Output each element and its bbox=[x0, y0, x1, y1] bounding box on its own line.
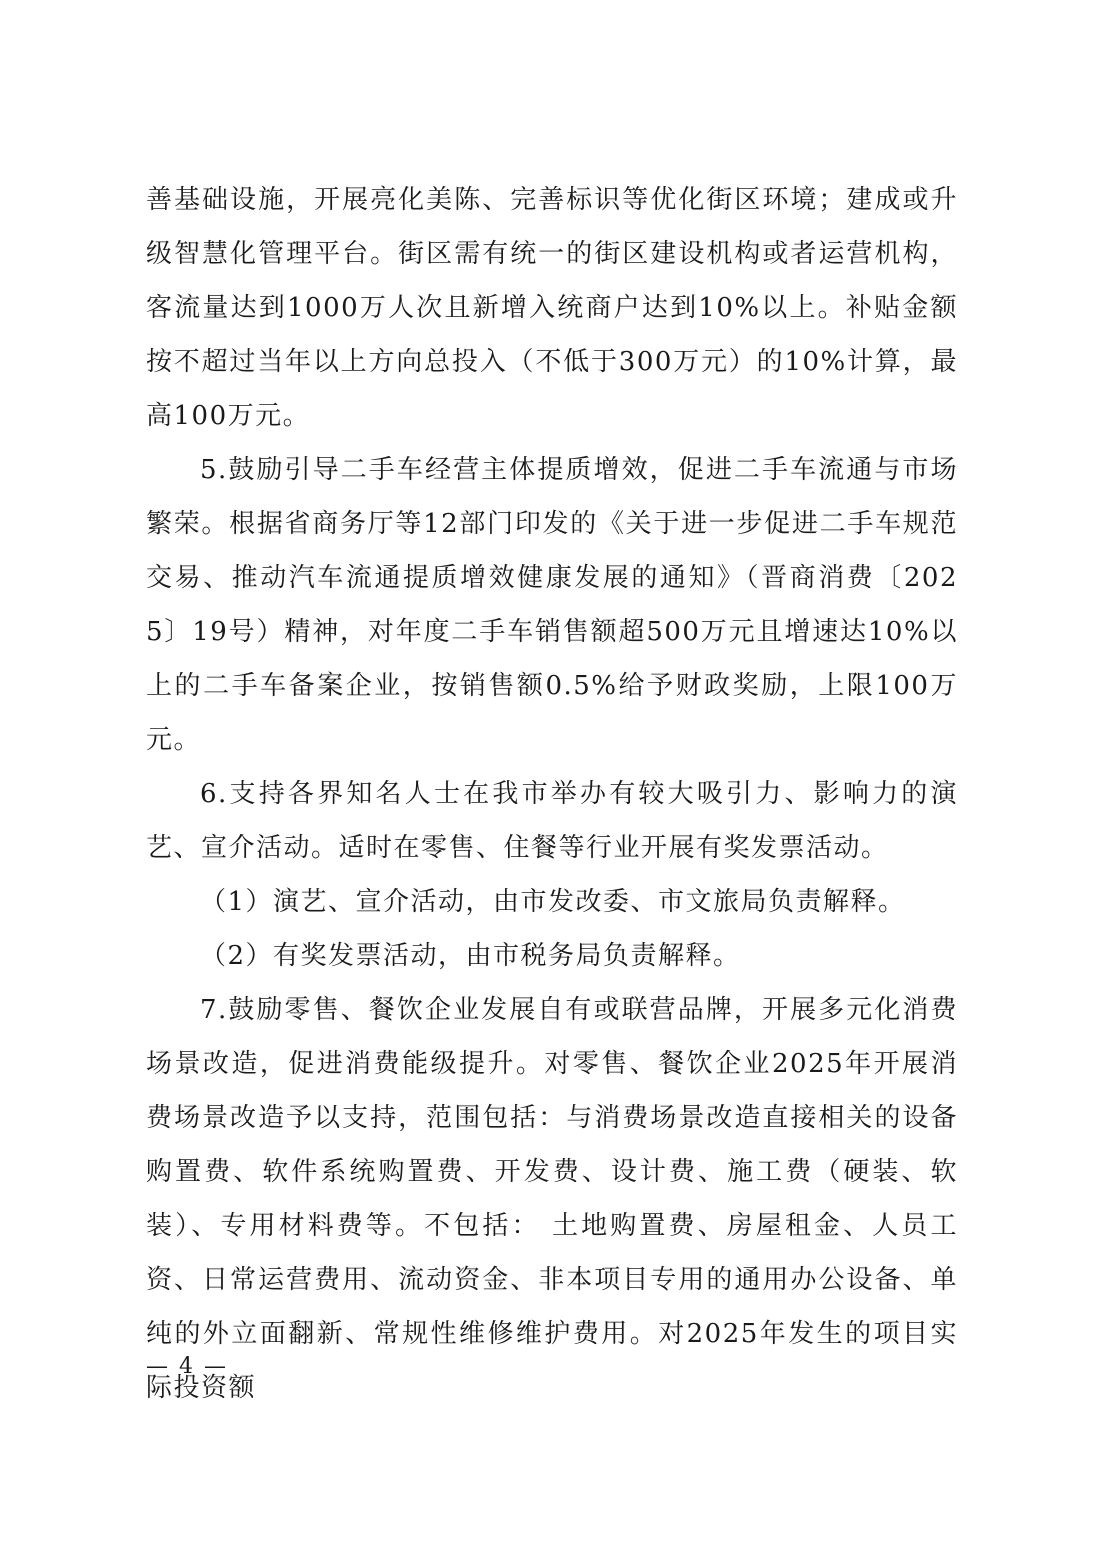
paragraph-item-6-sub-1: （1）演艺、宣介活动，由市发改委、市文旅局负责解释。 bbox=[200, 887, 906, 917]
body-text bbox=[146, 173, 958, 1415]
paragraph-item-6-sub-2: （2）有奖发票活动，由市税务局负责解释。 bbox=[200, 941, 741, 971]
paragraph-item-7-retail-catering: 7.鼓励零售、餐饮企业发展自有或联营品牌，开展多元化消费场景改造，促进消费能级提升。对零售、餐饮企业2025年开展消费场景改造予以支持，范围包括：与消费场景改造直接相关的设备购置费、软件系统购置费、开发费、设计费、施工费（硬装、软装）、专用材料费等。不包括： 土地购置费、房屋租金、人员工资、日常运营费用、流动资金、非本项目专用的通用办公设备、单纯的外立面翻新、常规性维修维护费用。对2025年发生的项目实际投资额 bbox=[146, 995, 958, 1403]
paragraph-item-5-used-cars: 5.鼓励引导二手车经营主体提质增效，促进二手车流通与市场繁荣。根据省商务厅等12部门印发的《关于进一步促进二手车规范交易、推动汽车流通提质增效健康发展的通知》（晋商消费〔2025〕19号）精神，对年度二手车销售额超500万元且增速达10%以上的二手车备案企业，按销售额0.5%给予财政奖励，上限100万元。 bbox=[146, 455, 958, 755]
paragraph-item-6-performances: 6.支持各界知名人士在我市举办有较大吸引力、影响力的演艺、宣介活动。适时在零售、住餐等行业开展有奖发票活动。 bbox=[146, 779, 958, 863]
page-number: — 4 — bbox=[146, 1354, 228, 1379]
paragraph-street-district-continuation: 善基础设施，开展亮化美陈、完善标识等优化街区环境；建成或升级智慧化管理平台。街区需有统一的街区建设机构或者运营机构，客流量达到1000万人次且新增入统商户达到10%以上。补贴金额按不超过当年以上方向总投入（不低于300万元）的10%计算，最高100万元。 bbox=[146, 185, 958, 431]
